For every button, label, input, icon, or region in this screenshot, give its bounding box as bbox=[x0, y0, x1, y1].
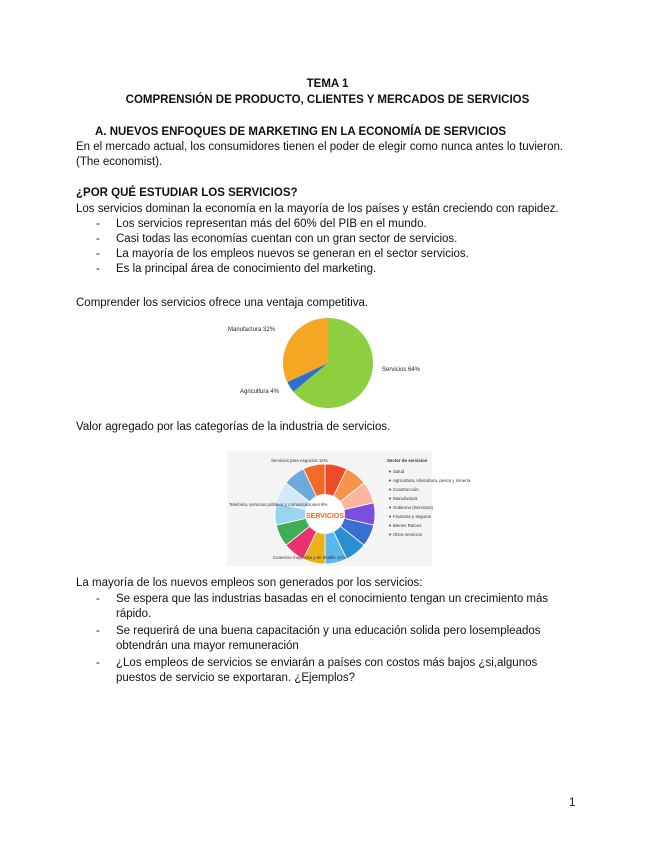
list-item-continuation: rápido. bbox=[116, 608, 152, 620]
value-added-text: Valor agregado por las categorías de la industria de servicios. bbox=[76, 421, 391, 433]
document-title: TEMA 1 bbox=[306, 78, 349, 90]
legend-item: Otros servicios bbox=[393, 532, 423, 537]
list-item: - Los servicios representan más del 60% del PIB en el mundo. bbox=[96, 218, 427, 230]
list-item: - Se espera que las industrias basadas en el conocimiento tengan un crecimiento más bbox=[96, 593, 549, 605]
legend-item: Finanzas y seguros bbox=[393, 514, 432, 519]
legend-item: Construcción bbox=[393, 487, 419, 492]
legend-bullet-icon bbox=[389, 516, 391, 518]
list-item-continuation: puestos de servicio se exportaran. ¿Ejemplos? bbox=[116, 672, 356, 684]
why-bullet-list bbox=[76, 217, 636, 277]
legend-item: Bienes Raíces bbox=[393, 523, 422, 528]
legend-item: Agricultura, silvicultura, pesca y minería bbox=[393, 478, 471, 483]
list-item: - ¿Los empleos de servicios se enviarán a países con costos más bajos ¿si,algunos bbox=[96, 657, 538, 669]
pie1-label-servicios: Servicios 64% bbox=[382, 367, 421, 373]
donut-center-label: SERVICIOS bbox=[306, 513, 344, 520]
legend-bullet-icon bbox=[389, 498, 391, 500]
why-intro: Los servicios dominan la economía en la mayoría de los países y están creciendo con rapidez. bbox=[76, 203, 559, 215]
legend-item: Manufactura bbox=[393, 496, 418, 501]
donut-label-negocios: Servicios para negocios 12% bbox=[271, 458, 328, 463]
gdp-pie-chart bbox=[222, 318, 442, 408]
donut-label-telefonia: Telefonía, servicios públicos y comunicaciones 9% bbox=[229, 502, 328, 507]
list-item: - Se requerirá de una buena capacitación y una educación solida pero losempleados bbox=[96, 625, 541, 637]
list-item: - Casi todas las economías cuentan con un gran sector de servicios. bbox=[96, 233, 458, 245]
services-donut-chart bbox=[227, 451, 471, 566]
jobs-bullet-list bbox=[76, 592, 636, 686]
pie1-label-agricultura: Agricultura 4% bbox=[240, 389, 280, 395]
list-item-continuation: obtendrán una mayor remuneración bbox=[116, 640, 299, 652]
legend-bullet-icon bbox=[389, 525, 391, 527]
why-heading: ¿POR QUÉ ESTUDIAR LOS SERVICIOS? bbox=[76, 187, 298, 199]
legend-item: Salud bbox=[393, 469, 405, 474]
legend-bullet-icon bbox=[389, 489, 391, 491]
donut-legend-title: Sector de servicios bbox=[387, 458, 428, 463]
document-subtitle: COMPRENSIÓN DE PRODUCTO, CLIENTES Y MERCADOS DE SERVICIOS bbox=[125, 94, 530, 106]
section-a-paragraph-line2: (The economist). bbox=[76, 156, 163, 168]
list-item: - La mayoría de los empleos nuevos se generan en el sector servicios. bbox=[96, 248, 469, 260]
jobs-intro: La mayoría de los nuevos empleos son generados por los servicios: bbox=[76, 577, 423, 589]
section-a-heading: A. NUEVOS ENFOQUES DE MARKETING EN LA ECONOMÍA DE SERVICIOS bbox=[95, 126, 507, 138]
legend-bullet-icon bbox=[389, 507, 391, 509]
page-number: 1 bbox=[569, 797, 576, 809]
legend-bullet-icon bbox=[389, 480, 391, 482]
legend-item: Gobierno (Servicios) bbox=[393, 505, 434, 510]
legend-bullet-icon bbox=[389, 534, 391, 536]
donut-label-comercio: Comercio mayorista y de detalle 12% bbox=[273, 555, 346, 560]
legend-bullet-icon bbox=[389, 471, 391, 473]
section-a-paragraph-line1: En el mercado actual, los consumidores tienen el poder de elegir como nunca antes lo tuvieron. bbox=[76, 141, 564, 153]
list-item: - Es la principal área de conocimiento del marketing. bbox=[96, 263, 377, 275]
advantage-text: Comprender los servicios ofrece una ventaja competitiva. bbox=[76, 297, 369, 309]
pie1-label-manufactura: Manufactura 32% bbox=[228, 327, 276, 333]
